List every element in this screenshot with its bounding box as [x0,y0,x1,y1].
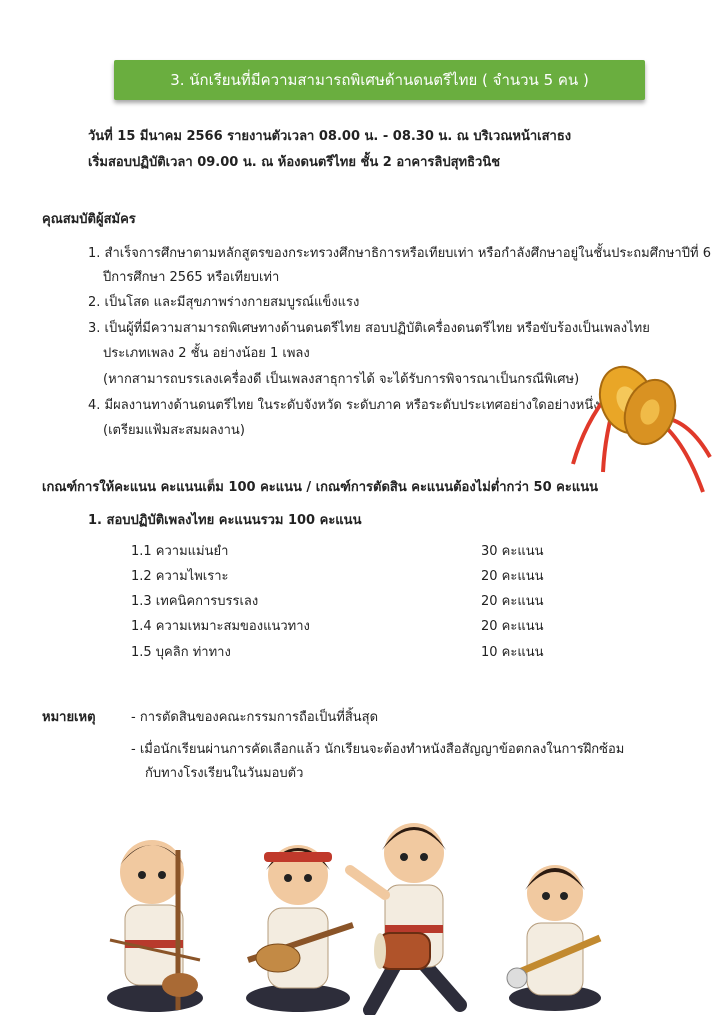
legs [370,965,460,1010]
criteria-row-score: 20 คะแนน [481,619,544,634]
eye [138,871,146,879]
criteria-row-label: 1.4 ความเหมาะสมของแนวทาง [131,619,310,634]
note-2-line-1: - เมื่อนักเรียนผ่านการคัดเลือกแล้ว นักเรียนจะต้องทำหนังสือสัญญาข้อตกลงในการฝึกซ้อม [131,742,625,757]
head [120,840,184,904]
criteria-heading: เกณฑ์การให้คะแนน คะแนนเต็ม 100 คะแนน / เกณฑ์การตัดสิน คะแนนต้องไม่ต่ำกว่า 50 คะแนน [42,480,598,495]
small-cymbal [507,968,527,988]
eye [420,853,428,861]
qualification-3-line-2: ประเภทเพลง 2 ชั้น อย่างน้อย 1 เพลง [103,346,310,361]
qualification-4-line-2: (เตรียมแฟ้มสะสมผลงาน) [103,423,245,438]
fiddle-body [162,973,198,997]
lute-body [256,944,300,972]
head [527,865,583,921]
thai-cymbals-illustration [565,352,715,497]
criteria-row-score: 20 คะแนน [481,594,544,609]
qualification-4-line-1: 4. มีผลงานทางด้านดนตรีไทย ในระดับจังหวัด ระดับภาค หรือระดับประเทศอย่างใดอย่างหนึ่ง [88,398,600,413]
qualification-3-line-3: (หากสามารถบรรเลงเครื่องดี เป็นเพลงสาธุการได้ จะได้รับการพิจารณาเป็นกรณีพิเศษ) [103,372,580,387]
eye [560,892,568,900]
criteria-row-score: 30 คะแนน [481,544,544,559]
headband [264,852,332,862]
note-1: - การตัดสินของคณะกรรมการถือเป็นที่สิ้นสุด [131,710,379,725]
section-title-banner [114,60,645,100]
musician-fiddle-illustration [100,820,210,1015]
eye [158,871,166,879]
criteria-row-label: 1.3 เทคนิคการบรรเลง [131,594,259,609]
note-2-line-2: กับทางโรงเรียนในวันมอบตัว [145,766,304,781]
criteria-row-label: 1.1 ความแม่นยำ [131,544,229,559]
criteria-row-label: 1.2 ความไพเราะ [131,569,229,584]
raised-arm [350,870,385,895]
head [384,823,444,883]
notes-label: หมายเหตุ [42,710,96,725]
criteria-row-label: 1.5 บุคลิก ท่าทาง [131,645,231,660]
drum-head [374,933,386,969]
criteria-section: 1. สอบปฏิบัติเพลงไทย คะแนนรวม 100 คะแนน [88,513,362,528]
criteria-row-score: 20 คะแนน [481,569,544,584]
qualification-1-line-2: ปีการศึกษา 2565 หรือเทียบเท่า [103,270,280,285]
section-title: 3. นักเรียนที่มีความสามารถพิเศษด้านดนตรีไทย ( จำนวน 5 คน ) [170,71,589,89]
eye [284,874,292,882]
qualifications-heading: คุณสมบัติผู้สมัคร [42,212,136,227]
eye [304,874,312,882]
eye [542,892,550,900]
criteria-row-score: 10 คะแนน [481,645,544,660]
schedule-line-1: วันที่ 15 มีนาคม 2566 รายงานตัวเวลา 08.00 น. - 08.30 น. ณ บริเวณหน้าเสาธง [88,129,572,144]
sash [385,925,443,933]
musician-drum-illustration [340,815,490,1015]
qualification-2: 2. เป็นโสด และมีสุขภาพร่างกายสมบูรณ์แข็งแรง [88,295,360,310]
eye [400,853,408,861]
musician-xylophone-illustration [505,858,605,1013]
qualification-3-line-1: 3. เป็นผู้ที่มีความสามารถพิเศษทางด้านดนตรีไทย สอบปฏิบัติเครื่องดนตรีไทย หรือขับร้องเป็นเพลงไทย [88,321,650,336]
schedule-line-2: เริ่มสอบปฏิบัติเวลา 09.00 น. ณ ห้องดนตรีไทย ชั้น 2 อาคารลิปสุทธิวนิช [88,155,501,170]
qualification-1-line-1: 1. สำเร็จการศึกษาตามหลักสูตรของกระทรวงศึกษาธิการหรือเทียบเท่า หรือกำลังศึกษาอยู่ในชั้นประถมศึกษาปีที่ 6 [88,246,711,261]
